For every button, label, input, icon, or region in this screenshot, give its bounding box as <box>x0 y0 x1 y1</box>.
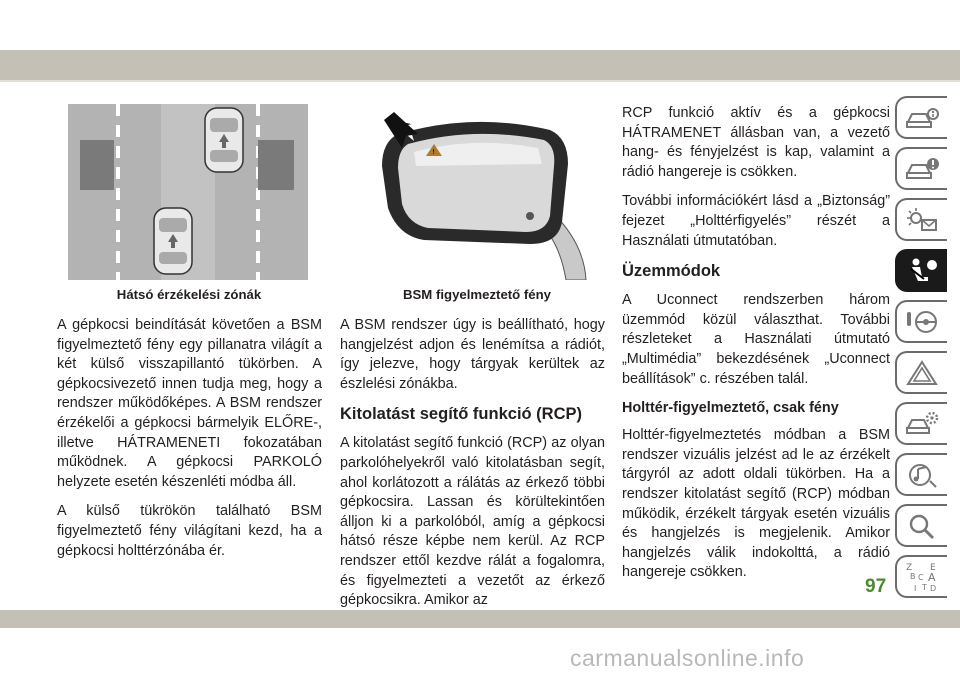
index-letters-icon <box>902 560 942 594</box>
svg-text:Z: Z <box>906 562 913 573</box>
chapter-tabs <box>895 96 947 606</box>
steering-key-icon <box>904 308 940 336</box>
figure-caption: BSM figyelmeztető fény <box>402 287 552 302</box>
paragraph: A gépkocsi beindítását követően a BSM figyelmeztető fény egy pillanatra világít a két külső visszapillantó tükörben. A gépkocsivezető innen tudja meg, hogy a rendszer működőképes. A BSM rendszer érzékelői a gépkocsi bármelyik ELŐRE-, illetve HÁTRAMENETI fokozatában működnek. A gépkocsi PARKOLÓ helyzete esetén készenléti módba áll. <box>57 317 322 490</box>
car-top-icon <box>205 108 243 172</box>
service-gears-icon <box>904 410 940 438</box>
tab-multimedia[interactable] <box>895 453 947 496</box>
header-band <box>0 50 960 80</box>
header-rule <box>0 80 960 82</box>
tab-hazard[interactable] <box>895 351 947 394</box>
svg-text:!: ! <box>432 148 435 156</box>
paragraph: A Uconnect rendszerben három üzemmód közül választhat. További részleteket a Használati útmutató „Multimédia” bekezdésének „Uconnect beállítások” c. részében talál. <box>622 292 890 387</box>
paragraph: A külső tükrökön található BSM figyelmeztető fény világítani kezd, ha a gépkocsi holttérzónába ér. <box>57 503 322 559</box>
side-mirror-illustration <box>354 104 594 280</box>
section-heading-rcp: Kitolatást segítő funkció (RCP) <box>340 405 583 424</box>
multimedia-icon <box>904 461 940 489</box>
tab-search[interactable] <box>895 504 947 547</box>
text-column-3 <box>622 104 890 593</box>
tab-car-info[interactable] <box>895 96 947 139</box>
seat-safety-icon <box>904 257 940 285</box>
svg-text:B: B <box>910 571 916 581</box>
search-icon <box>904 512 940 540</box>
tab-steering-key[interactable] <box>895 300 947 343</box>
tab-car-warning[interactable] <box>895 147 947 190</box>
svg-text:A: A <box>928 570 936 584</box>
svg-text:C: C <box>918 572 924 582</box>
subheading-light-only: Holttér-figyelmeztető, csak fény <box>622 400 839 417</box>
car-warning-icon <box>904 155 940 183</box>
figure-caption: Hátsó érzékelési zónák <box>116 287 262 302</box>
text-column-2 <box>340 316 605 621</box>
section-heading-modes: Üzemmódok <box>622 262 721 281</box>
tab-seat-safety[interactable] <box>895 249 947 292</box>
detection-zones-illustration <box>68 104 308 280</box>
tab-service[interactable] <box>895 402 947 445</box>
svg-text:T: T <box>922 582 927 592</box>
bsm-warning-light-figure <box>354 104 594 280</box>
paragraph: A kitolatást segítő funkció (RCP) az olyan parkolóhelyekről való kitolatásban segít, ahol korlátozott a rálátás az érkező többi gépkocsira. Lassan és körültekintően álljon ki a parkolóból, amíg a gépkocsi hátsó része képbe nem kerül. Az RCP rendszer ettől kezdve rálát a fogalomra, és figyelmezteti a vezetőt az érkező gépkocsikra. Amikor az <box>340 435 605 609</box>
text-column-1 <box>57 316 322 571</box>
svg-text:I: I <box>914 583 917 593</box>
lights-message-icon <box>904 206 940 234</box>
footer-band <box>0 610 960 628</box>
watermark: carmanualsonline.info <box>570 645 805 671</box>
svg-text:E: E <box>930 562 936 573</box>
tab-lights-message[interactable] <box>895 198 947 241</box>
paragraph: A BSM rendszer úgy is beállítható, hogy hangjelzést adjon és lenémítsa a rádiót, így jelezve, hogy tárgyak kerültek az észlelési zónákba. <box>340 317 605 392</box>
tab-index[interactable] <box>895 555 947 598</box>
paragraph: Holttér-figyelmeztetés módban a BSM rendszer vizuális jelzést ad le az érzékelt tárgyról az adott oldali tükörben. Ha a rendszer kitolatást segítő (RCP) módban működik, érzékelt tárgyak esetén vizuális és hangjelzés is megjelenik. Amikor hangjelzés válik indokolttá, a rádió hangereje csökken. <box>622 427 890 581</box>
hazard-triangle-icon <box>904 359 940 387</box>
page-number: 97 <box>865 576 887 597</box>
rear-detection-zones-figure <box>68 104 308 280</box>
car-info-icon <box>904 104 940 132</box>
svg-text:D: D <box>930 583 937 593</box>
paragraph: További információkért lásd a „Biztonság” fejezet „Holttérfigyelés” részét a Használati útmutatóban. <box>622 193 890 249</box>
paragraph: RCP funkció aktív és a gépkocsi HÁTRAMENET állásban van, a vezető hang- és fényjelzést is kap, valamint a rádió hangereje is csökken. <box>622 105 890 180</box>
